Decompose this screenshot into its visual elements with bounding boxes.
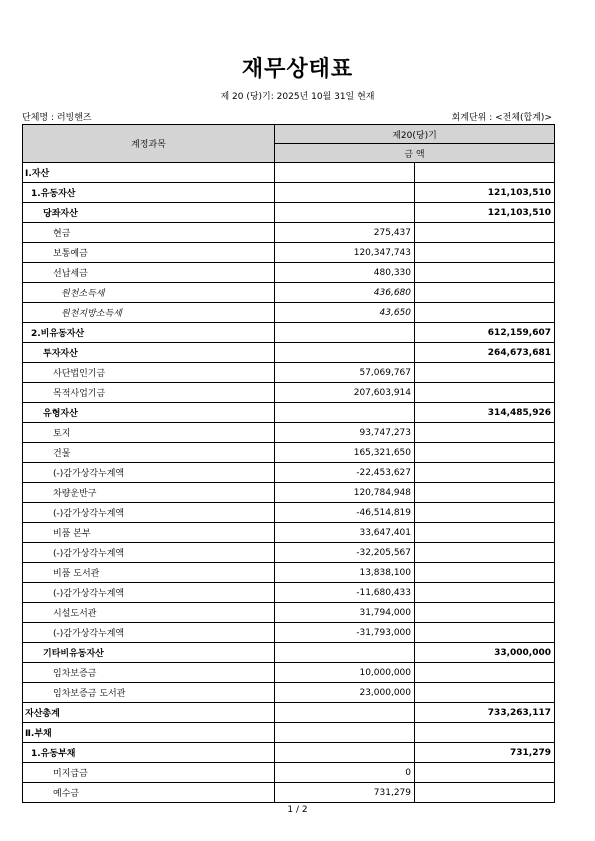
account-name-cell: 투자자산 xyxy=(23,343,275,363)
detail-amount-cell: 57,069,767 xyxy=(275,363,415,383)
detail-amount-cell: 93,747,273 xyxy=(275,423,415,443)
table-row xyxy=(23,403,555,423)
table-row xyxy=(23,183,555,203)
account-name-cell: 목적사업기금 xyxy=(23,383,275,403)
table-row xyxy=(23,303,555,323)
total-amount-cell xyxy=(415,223,555,243)
total-amount-cell xyxy=(415,603,555,623)
table-row xyxy=(23,563,555,583)
detail-amount-cell: -31,793,000 xyxy=(275,623,415,643)
table-row xyxy=(23,423,555,443)
account-name-cell: 당좌자산 xyxy=(23,203,275,223)
page-title: 재무상태표 xyxy=(241,57,354,82)
detail-amount-cell: 275,437 xyxy=(275,223,415,243)
account-name-cell: 차량운반구 xyxy=(23,483,275,503)
detail-amount-cell xyxy=(275,163,415,183)
account-name-cell: 현금 xyxy=(23,223,275,243)
table-row xyxy=(23,623,555,643)
total-amount-cell xyxy=(415,263,555,283)
account-name-cell: 건물 xyxy=(23,443,275,463)
total-amount-cell xyxy=(415,303,555,323)
table-row xyxy=(23,443,555,463)
table-row xyxy=(23,383,555,403)
account-name-cell: 원천소득세 xyxy=(23,283,275,303)
account-name-cell: 토지 xyxy=(23,423,275,443)
detail-amount-cell: 23,000,000 xyxy=(275,683,415,703)
detail-amount-cell xyxy=(275,643,415,663)
total-amount-cell xyxy=(415,463,555,483)
total-amount-cell: 121,103,510 xyxy=(415,183,555,203)
period-subtitle: 제 20 (당)기: 2025년 10월 31일 현재 xyxy=(220,92,375,102)
detail-amount-cell: 207,603,914 xyxy=(275,383,415,403)
table-row xyxy=(23,163,555,183)
account-name-cell: 예수금 xyxy=(23,783,275,803)
table-row xyxy=(23,223,555,243)
detail-amount-cell: -11,680,433 xyxy=(275,583,415,603)
detail-amount-cell xyxy=(275,183,415,203)
table-row xyxy=(23,283,555,303)
table-row xyxy=(23,583,555,603)
total-amount-cell xyxy=(415,663,555,683)
table-row xyxy=(23,343,555,363)
account-column-header: 계정과목 xyxy=(23,125,275,163)
total-amount-cell xyxy=(415,383,555,403)
table-row xyxy=(23,643,555,663)
account-name-cell: (-)감가상각누계액 xyxy=(23,543,275,563)
total-amount-cell xyxy=(415,763,555,783)
account-name-cell: (-)감가상각누계액 xyxy=(23,503,275,523)
balance-sheet-table xyxy=(22,124,555,803)
account-name-cell: 비품 도서관 xyxy=(23,563,275,583)
organization-label: 단체명 : 러빙핸즈 xyxy=(22,113,92,123)
total-amount-cell xyxy=(415,723,555,743)
detail-amount-cell: -22,453,627 xyxy=(275,463,415,483)
amount-column-header: 금 액 xyxy=(275,144,555,163)
account-name-cell: 보통예금 xyxy=(23,243,275,263)
total-amount-cell xyxy=(415,523,555,543)
balance-sheet-body xyxy=(23,163,555,803)
total-amount-cell: 733,263,117 xyxy=(415,703,555,723)
total-amount-cell: 121,103,510 xyxy=(415,203,555,223)
table-row xyxy=(23,543,555,563)
account-name-cell: 비품 본부 xyxy=(23,523,275,543)
table-row xyxy=(23,743,555,763)
total-amount-cell xyxy=(415,483,555,503)
total-amount-cell xyxy=(415,163,555,183)
total-amount-cell xyxy=(415,503,555,523)
total-amount-cell xyxy=(415,583,555,603)
detail-amount-cell: 31,794,000 xyxy=(275,603,415,623)
account-name-cell: Ⅱ.부채 xyxy=(23,723,275,743)
account-name-cell: 원천지방소득세 xyxy=(23,303,275,323)
total-amount-cell: 264,673,681 xyxy=(415,343,555,363)
detail-amount-cell: 731,279 xyxy=(275,783,415,803)
total-amount-cell xyxy=(415,423,555,443)
account-name-cell: (-)감가상각누계액 xyxy=(23,583,275,603)
detail-amount-cell: 120,784,948 xyxy=(275,483,415,503)
detail-amount-cell xyxy=(275,203,415,223)
account-name-cell: 1.유동부채 xyxy=(23,743,275,763)
detail-amount-cell xyxy=(275,343,415,363)
total-amount-cell xyxy=(415,563,555,583)
account-name-cell: 사단법인기금 xyxy=(23,363,275,383)
detail-amount-cell: 480,330 xyxy=(275,263,415,283)
table-row xyxy=(23,503,555,523)
table-row xyxy=(23,363,555,383)
total-amount-cell: 314,485,926 xyxy=(415,403,555,423)
table-row xyxy=(23,203,555,223)
total-amount-cell xyxy=(415,443,555,463)
total-amount-cell: 731,279 xyxy=(415,743,555,763)
account-name-cell: (-)감가상각누계액 xyxy=(23,463,275,483)
account-name-cell: 미지급금 xyxy=(23,763,275,783)
table-row xyxy=(23,723,555,743)
detail-amount-cell: 436,680 xyxy=(275,283,415,303)
account-name-cell: 기타비유동자산 xyxy=(23,643,275,663)
total-amount-cell xyxy=(415,283,555,303)
detail-amount-cell xyxy=(275,723,415,743)
total-amount-cell xyxy=(415,243,555,263)
table-row xyxy=(23,603,555,623)
table-row xyxy=(23,763,555,783)
account-name-cell: 1.유동자산 xyxy=(23,183,275,203)
account-name-cell: 임차보증금 도서관 xyxy=(23,683,275,703)
account-name-cell: 임차보증금 xyxy=(23,663,275,683)
period-column-header: 제20(당)기 xyxy=(275,125,555,144)
detail-amount-cell: 33,647,401 xyxy=(275,523,415,543)
detail-amount-cell: 13,838,100 xyxy=(275,563,415,583)
table-row xyxy=(23,483,555,503)
detail-amount-cell: -46,514,819 xyxy=(275,503,415,523)
table-row xyxy=(23,263,555,283)
accounting-unit-label: 회계단위 : <전체(합계)> xyxy=(451,113,552,123)
table-row xyxy=(23,243,555,263)
account-name-cell: 시설도서관 xyxy=(23,603,275,623)
detail-amount-cell xyxy=(275,703,415,723)
detail-amount-cell: 43,650 xyxy=(275,303,415,323)
detail-amount-cell xyxy=(275,403,415,423)
account-name-cell: Ⅰ.자산 xyxy=(23,163,275,183)
table-row xyxy=(23,703,555,723)
table-row xyxy=(23,463,555,483)
detail-amount-cell xyxy=(275,743,415,763)
total-amount-cell xyxy=(415,623,555,643)
table-row xyxy=(23,323,555,343)
account-name-cell: (-)감가상각누계액 xyxy=(23,623,275,643)
detail-amount-cell xyxy=(275,323,415,343)
table-row xyxy=(23,663,555,683)
table-row xyxy=(23,523,555,543)
total-amount-cell xyxy=(415,683,555,703)
account-name-cell: 선납세금 xyxy=(23,263,275,283)
page-number: 1 / 2 xyxy=(287,805,308,815)
detail-amount-cell: 120,347,743 xyxy=(275,243,415,263)
total-amount-cell: 33,000,000 xyxy=(415,643,555,663)
total-amount-cell xyxy=(415,543,555,563)
detail-amount-cell: -32,205,567 xyxy=(275,543,415,563)
detail-amount-cell: 10,000,000 xyxy=(275,663,415,683)
account-name-cell: 자산총계 xyxy=(23,703,275,723)
table-row xyxy=(23,783,555,803)
table-row xyxy=(23,683,555,703)
detail-amount-cell: 0 xyxy=(275,763,415,783)
detail-amount-cell: 165,321,650 xyxy=(275,443,415,463)
account-name-cell: 유형자산 xyxy=(23,403,275,423)
total-amount-cell: 612,159,607 xyxy=(415,323,555,343)
total-amount-cell xyxy=(415,783,555,803)
account-name-cell: 2.비유동자산 xyxy=(23,323,275,343)
total-amount-cell xyxy=(415,363,555,383)
